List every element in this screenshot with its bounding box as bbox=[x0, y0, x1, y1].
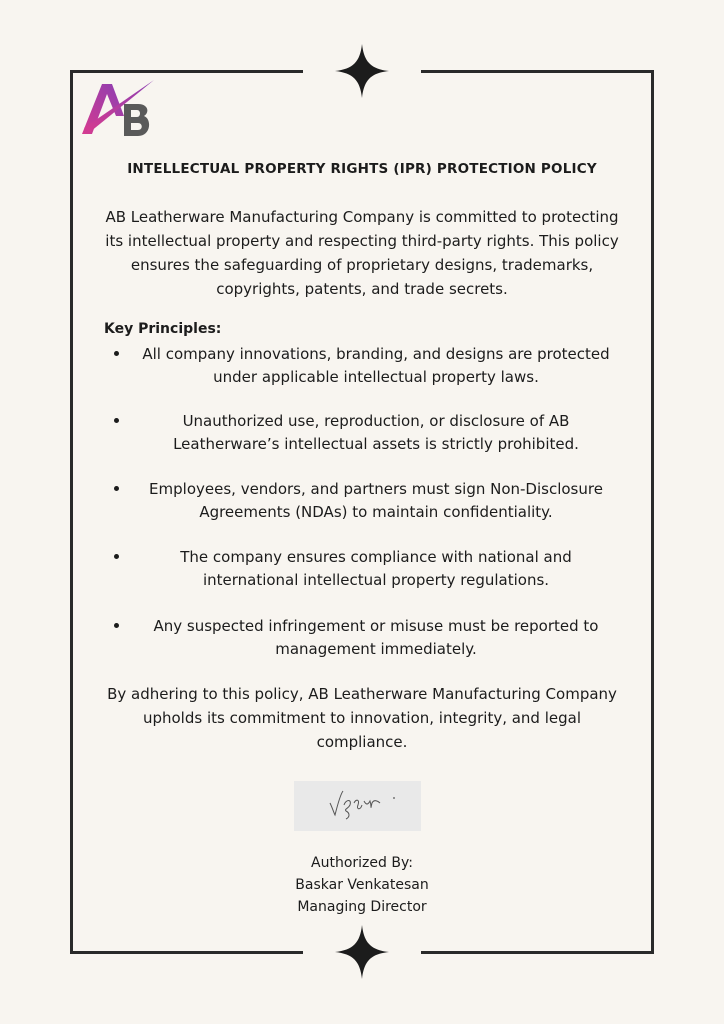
four-point-star-icon bbox=[335, 44, 389, 98]
principle-text: All company innovations, branding, and designs are protected under applicable intellectual property laws. bbox=[142, 345, 610, 386]
authorized-by-label: Authorized By: bbox=[311, 855, 413, 871]
signature-image bbox=[294, 781, 421, 831]
page-title: INTELLECTUAL PROPERTY RIGHTS (IPR) PROTECTION POLICY bbox=[127, 161, 597, 177]
intro-paragraph: AB Leatherware Manufacturing Company is committed to protecting its intellectual property and respecting third-party rights. This policy ensures the safeguarding of proprietary designs, trademarks, copyrights, patents, and trade secrets. bbox=[105, 208, 619, 298]
signatory-name: Baskar Venkatesan bbox=[295, 877, 429, 893]
bullet-dot-icon bbox=[114, 623, 119, 628]
bullet-dot-icon bbox=[114, 486, 119, 491]
principle-text: Unauthorized use, reproduction, or disclosure of AB Leatherware’s intellectual assets is strictly prohibited. bbox=[173, 412, 579, 453]
signatory-position: Managing Director bbox=[297, 899, 427, 915]
bullet-dot-icon bbox=[114, 418, 119, 423]
company-logo bbox=[80, 76, 158, 144]
bullet-dot-icon bbox=[114, 554, 119, 559]
principle-text: The company ensures compliance with national and international intellectual property regulations. bbox=[180, 548, 572, 589]
closing-paragraph: By adhering to this policy, AB Leatherware Manufacturing Company upholds its commitment to innovation, integrity, and legal compliance. bbox=[107, 685, 617, 751]
key-principles-heading: Key Principles: bbox=[104, 321, 222, 337]
authorization-block bbox=[262, 852, 462, 918]
bullet-dot-icon bbox=[114, 351, 119, 356]
four-point-star-icon bbox=[335, 925, 389, 979]
principle-text: Any suspected infringement or misuse must be reported to management immediately. bbox=[153, 617, 599, 658]
principle-text: Employees, vendors, and partners must sign Non-Disclosure Agreements (NDAs) to maintain confidentiality. bbox=[149, 480, 603, 521]
